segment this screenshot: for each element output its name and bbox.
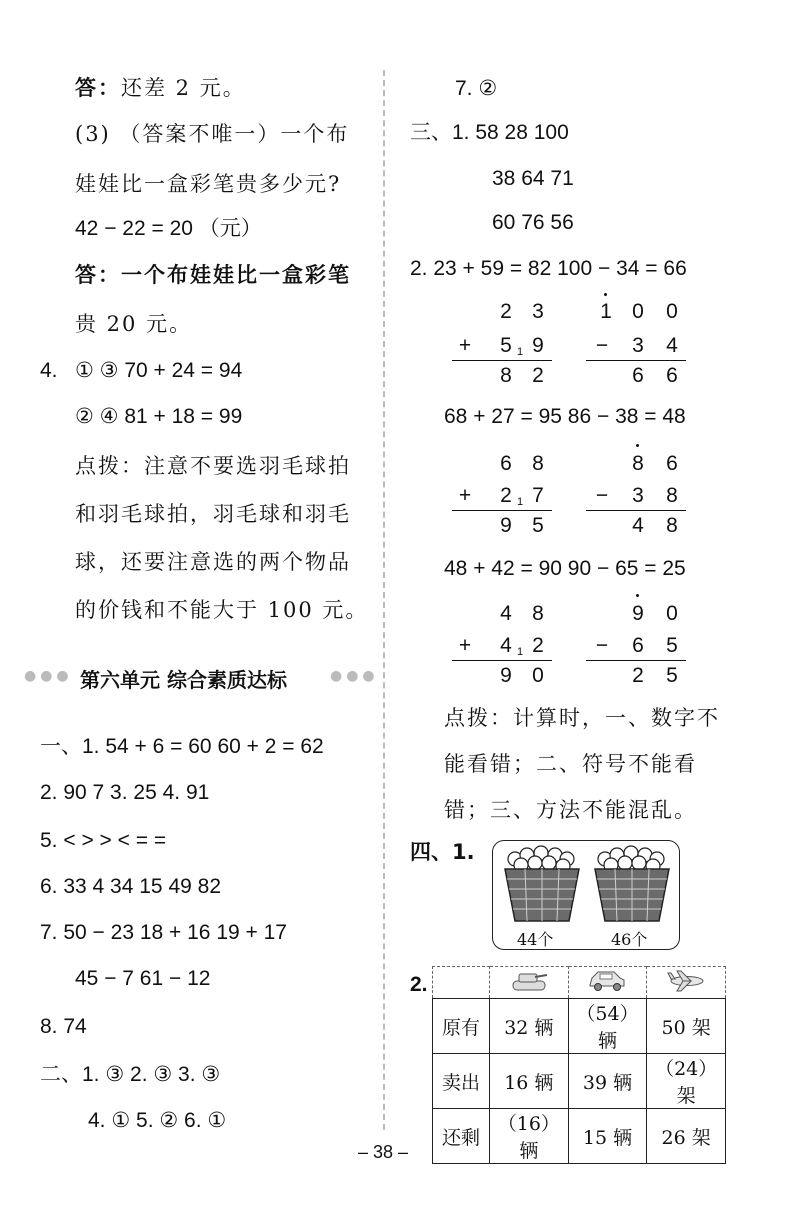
question-3-line-2: 娃娃比一盒彩笔贵多少元? bbox=[75, 172, 342, 196]
plus-sign: + bbox=[458, 334, 472, 357]
basket-icon bbox=[587, 845, 677, 925]
right-tip-line-1: 点拨：计算时，一、数字不 bbox=[444, 706, 720, 730]
question-4-number: 4. bbox=[40, 359, 58, 382]
section-title: 第六单元 综合素质达标 bbox=[80, 668, 287, 692]
digit: 3 bbox=[532, 300, 544, 323]
part-2-line-2: 4. ① 5. ② 6. ① bbox=[88, 1109, 227, 1132]
baskets-picture bbox=[492, 840, 680, 950]
row-label: 卖出 bbox=[433, 1054, 490, 1109]
part-3-line-3: 60 76 56 bbox=[492, 211, 574, 234]
answer-line-2: 答：一个布娃娃比一盒彩笔 bbox=[75, 262, 351, 287]
table-cell: 50 架 bbox=[647, 999, 726, 1054]
table-row bbox=[433, 999, 726, 1054]
tank-icon bbox=[509, 967, 549, 993]
borrow-dot bbox=[636, 594, 639, 597]
table-cell: 15 辆 bbox=[568, 1109, 647, 1164]
part-1-line-7b: 45 − 7 61 − 12 bbox=[75, 967, 211, 990]
tip-line-1: 点拨：注意不要选羽毛球拍 bbox=[75, 454, 351, 478]
digit: 2 bbox=[500, 300, 512, 323]
tip-line-4: 的价钱和不能大于 100 元。 bbox=[75, 598, 369, 622]
digit: 0 bbox=[532, 664, 544, 687]
digit: 5 bbox=[666, 634, 678, 657]
digit: 2 bbox=[500, 484, 512, 507]
digit: 8 bbox=[500, 364, 512, 387]
digit: 8 bbox=[532, 602, 544, 625]
digit: 1 bbox=[600, 300, 612, 323]
result-line bbox=[452, 660, 552, 661]
digit: 4 bbox=[500, 634, 512, 657]
part-1-line-2: 2. 90 7 3. 25 4. 91 bbox=[40, 781, 210, 804]
table-row bbox=[433, 1109, 726, 1164]
basket-2-label: 46个 bbox=[611, 930, 648, 949]
table-header-row bbox=[433, 967, 726, 999]
digit: 0 bbox=[632, 300, 644, 323]
digit: 2 bbox=[632, 664, 644, 687]
equation-42-22: 42 − 22 = 20 （元） bbox=[75, 217, 262, 240]
digit: 8 bbox=[532, 452, 544, 475]
basket-1-label: 44个 bbox=[517, 930, 554, 949]
right-tip-line-3: 错；三、方法不能混乱。 bbox=[444, 798, 697, 822]
question-4-line-2: ② ④ 81 + 18 = 99 bbox=[75, 405, 243, 428]
airplane-column-header bbox=[647, 967, 726, 999]
carry-mark: 1 bbox=[517, 496, 524, 508]
car-column-header bbox=[568, 967, 647, 999]
minus-sign: − bbox=[595, 634, 609, 657]
carry-mark: 1 bbox=[517, 346, 524, 358]
digit: 8 bbox=[632, 452, 644, 475]
carry-mark: 1 bbox=[517, 646, 524, 658]
vehicles-table bbox=[432, 966, 726, 1164]
digit: 9 bbox=[532, 334, 544, 357]
digit: 9 bbox=[632, 602, 644, 625]
borrow-dot bbox=[636, 444, 639, 447]
question-3-line-1: (3) （答案不唯一）一个布 bbox=[75, 122, 350, 146]
digit: 2 bbox=[532, 634, 544, 657]
table-cell: （24）架 bbox=[647, 1054, 726, 1109]
result-line bbox=[586, 660, 686, 661]
table-cell: 32 辆 bbox=[490, 999, 569, 1054]
right-q7: 7. ② bbox=[455, 77, 498, 100]
plus-sign: + bbox=[458, 634, 472, 657]
digit: 6 bbox=[500, 452, 512, 475]
row-label: 原有 bbox=[433, 999, 490, 1054]
plus-sign: + bbox=[458, 484, 472, 507]
digit: 6 bbox=[632, 634, 644, 657]
part-1-line-1: 一、1. 54 + 6 = 60 60 + 2 = 62 bbox=[40, 735, 324, 758]
part-1-line-6: 6. 33 4 34 15 49 82 bbox=[40, 875, 221, 898]
result-line bbox=[586, 510, 686, 511]
part-4-q2-label: 2. bbox=[410, 973, 428, 996]
section-dots-left: ●●● bbox=[24, 668, 73, 684]
part-1-line-5: 5. < > > < = = bbox=[40, 829, 167, 852]
result-line bbox=[452, 510, 552, 511]
minus-sign: − bbox=[595, 334, 609, 357]
question-4-line-1: ① ③ 70 + 24 = 94 bbox=[75, 359, 243, 382]
result-line bbox=[452, 360, 552, 361]
result-line bbox=[586, 360, 686, 361]
digit: 3 bbox=[632, 484, 644, 507]
digit: 8 bbox=[666, 514, 678, 537]
table-cell: （54）辆 bbox=[568, 999, 647, 1054]
table-row bbox=[433, 1054, 726, 1109]
table-cell: 39 辆 bbox=[568, 1054, 647, 1109]
part-4-label: 四、1. bbox=[410, 840, 475, 864]
digit: 6 bbox=[666, 364, 678, 387]
section-dots-right: ●●● bbox=[330, 668, 379, 684]
part-3-line-2: 38 64 71 bbox=[492, 167, 574, 190]
digit: 4 bbox=[500, 602, 512, 625]
answer-line-1: 答：还差 2 元。 bbox=[75, 76, 246, 100]
digit: 8 bbox=[666, 484, 678, 507]
part-3-line-1: 三、1. 58 28 100 bbox=[410, 121, 569, 144]
part-3-q2-equations-3: 48 + 42 = 90 90 − 65 = 25 bbox=[444, 557, 686, 580]
column-divider bbox=[383, 70, 385, 1130]
digit: 4 bbox=[666, 334, 678, 357]
digit: 9 bbox=[500, 664, 512, 687]
digit: 5 bbox=[666, 664, 678, 687]
table-cell: 16 辆 bbox=[490, 1054, 569, 1109]
table-cell: 26 架 bbox=[647, 1109, 726, 1164]
digit: 9 bbox=[500, 514, 512, 537]
part-1-line-8: 8. 74 bbox=[40, 1015, 87, 1038]
tank-column-header bbox=[490, 967, 569, 999]
part-3-q2-equations-2: 68 + 27 = 95 86 − 38 = 48 bbox=[444, 405, 686, 428]
part-3-q2-equations-1: 2. 23 + 59 = 82 100 − 34 = 66 bbox=[410, 257, 687, 280]
digit: 5 bbox=[500, 334, 512, 357]
row-label: 还剩 bbox=[433, 1109, 490, 1164]
airplane-icon bbox=[665, 967, 707, 993]
car-icon bbox=[586, 967, 628, 993]
basket-icon bbox=[497, 845, 587, 925]
tip-line-2: 和羽毛球拍，羽毛球和羽毛 bbox=[75, 502, 351, 526]
digit: 6 bbox=[632, 364, 644, 387]
table-cell: （16）辆 bbox=[490, 1109, 569, 1164]
part-2-line-1: 二、1. ③ 2. ③ 3. ③ bbox=[40, 1063, 221, 1086]
digit: 4 bbox=[632, 514, 644, 537]
table-corner bbox=[433, 967, 490, 999]
tip-line-3: 球，还要注意选的两个物品 bbox=[75, 550, 351, 574]
digit: 5 bbox=[532, 514, 544, 537]
digit: 2 bbox=[532, 364, 544, 387]
digit: 0 bbox=[666, 602, 678, 625]
page-number: – 38 – bbox=[358, 1142, 409, 1162]
right-tip-line-2: 能看错；二、符号不能看 bbox=[444, 752, 697, 776]
digit: 6 bbox=[666, 452, 678, 475]
digit: 0 bbox=[666, 300, 678, 323]
minus-sign: − bbox=[595, 484, 609, 507]
digit: 7 bbox=[532, 484, 544, 507]
digit: 3 bbox=[632, 334, 644, 357]
borrow-dot bbox=[604, 293, 607, 296]
answer-line-3: 贵 20 元。 bbox=[75, 312, 193, 336]
part-1-line-7: 7. 50 − 23 18 + 16 19 + 17 bbox=[40, 921, 287, 944]
